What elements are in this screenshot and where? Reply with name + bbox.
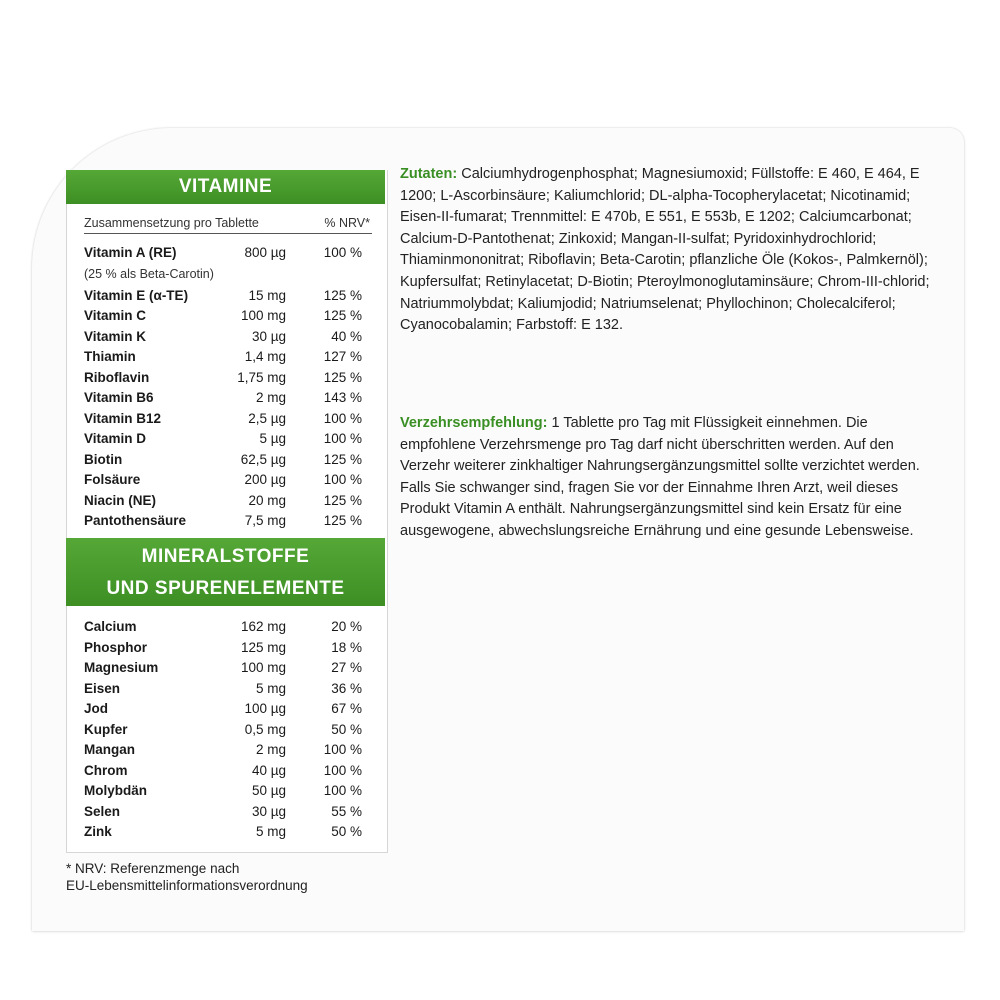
nutrient-amount: 30 µg <box>251 803 286 819</box>
nutrient-nrv: 125 % <box>323 369 362 385</box>
nutrient-name: Kupfer <box>84 721 128 737</box>
nutrient-nrv: 100 % <box>323 410 362 426</box>
nutrient-amount: 5 mg <box>255 824 286 839</box>
footnote-line2: EU-Lebensmittelinformationsverordnung <box>66 878 308 893</box>
table-row <box>84 679 374 700</box>
ingredients-paragraph <box>400 164 930 337</box>
vitamin-a-note-text: (25 % als Beta-Carotin) <box>84 266 214 281</box>
nutrient-nrv: 50 % <box>331 721 362 737</box>
ingredients-label: Zutaten: <box>400 166 458 182</box>
nutrient-name: Eisen <box>84 680 121 696</box>
table-row <box>84 658 374 679</box>
nutrient-amount: 15 mg <box>248 287 286 303</box>
vitamin-rows <box>84 243 374 532</box>
nutrient-amount: 5 µg <box>259 431 286 446</box>
table-row <box>84 491 374 512</box>
nutrient-nrv: 125 % <box>323 492 362 508</box>
nutrient-name: Vitamin B12 <box>84 410 162 426</box>
nutrient-name: Mangan <box>84 742 136 757</box>
footnote-line1: * NRV: Referenzmenge nach <box>66 861 240 876</box>
nutrient-nrv: 125 % <box>323 451 362 467</box>
table-row <box>84 388 374 409</box>
nutrient-nrv: 40 % <box>331 328 362 344</box>
nutrient-nrv: 67 % <box>331 701 362 716</box>
nutrient-amount: 7,5 mg <box>244 513 286 528</box>
table-row <box>84 450 374 471</box>
table-row <box>84 286 374 307</box>
dosage-text: 1 Tablette pro Tag mit Flüssigkeit einnehmen. Die empfohlene Verzehrsmenge pro Tag darf nicht überschritten werden. Auf den Verzehr weiterer zinkhaltiger Nahrungsergänzungsmittel sollte verzichtet werden. Falls Sie schwanger sind, fragen Sie vor der Einnahme Ihren Arzt, weil dieses Produkt Vitamin A enthält. Nahrungsergänzungsmittel sind kein Ersatz für eine ausgewogene, abwechslungsreiche Ernährung und eine gesunde Lebensweise. <box>400 415 920 539</box>
nutrient-amount: 2 mg <box>255 742 286 757</box>
mineralstoffe-heading <box>66 538 385 606</box>
ingredients-text: Calciumhydrogenphosphat; Magnesiumoxid; Füllstoffe: E 460, E 464, E 1200; L-Ascorbinsäure; Kaliumchlorid; DL-alpha-Tocopherylacetat; Nicotinamid; Eisen-II-fumarat; Trennmittel: E 470b, E 551, E 553b, E 1202; Calciumcarbonat; Calcium-D-Pantothenat; Zinkoxid; Mangan-II-sulfat; Pyridoxinhydrochlorid; Thiaminmononitrat; Riboflavin; Beta-Carotin; pflanzliche Öle (Kokos-, Palmkernöl); Kupfersulfat; Retinylacetat; D-Biotin; Pteroylmonoglutaminsäure; Chrom-III-chlorid; Natriummolybdat; Kaliumjodid; Natriumselenat; Phyllochinon; Cholecalciferol; Cyanocobalamin; Farbstoff: E 132. <box>400 166 930 334</box>
nutrient-amount: 200 µg <box>244 472 286 487</box>
nutrient-amount: 50 µg <box>251 783 286 798</box>
table-header <box>84 216 372 234</box>
nutrient-name: Biotin <box>84 451 123 467</box>
nutrient-amount: 125 mg <box>240 639 286 655</box>
table-row <box>84 761 374 782</box>
nutrient-name: Riboflavin <box>84 369 150 385</box>
nutrient-amount: 20 mg <box>248 492 286 508</box>
nutrient-name: Chrom <box>84 762 128 778</box>
nutrient-name: Phosphor <box>84 639 147 655</box>
nutrient-nrv: 127 % <box>323 349 362 364</box>
nutrient-amount: 5 mg <box>255 680 286 696</box>
nutrient-name: Folsäure <box>84 472 141 487</box>
nutrient-nrv: 20 % <box>331 619 362 634</box>
nutrient-nrv: 50 % <box>331 824 362 839</box>
nutrient-name: Molybdän <box>84 783 147 798</box>
nutrient-nrv: 143 % <box>323 390 362 405</box>
nutrient-name: Vitamin A (RE) <box>84 245 177 260</box>
nutrient-nrv: 100 % <box>323 431 362 446</box>
table-row <box>84 470 374 491</box>
nutrient-name: Zink <box>84 824 112 839</box>
nutrient-amount: 800 µg <box>244 245 286 260</box>
nutrient-name: Vitamin B6 <box>84 390 154 405</box>
nutrient-amount: 2 mg <box>255 390 286 405</box>
vitamine-heading: VITAMINE <box>66 170 385 204</box>
dosage-paragraph <box>400 413 930 543</box>
table-row <box>84 740 374 761</box>
header-nrv: % NRV* <box>324 216 370 230</box>
nutrient-nrv: 36 % <box>331 680 362 696</box>
table-row <box>84 802 374 823</box>
nutrient-name: Vitamin E (α-TE) <box>84 287 189 303</box>
table-row <box>84 368 374 389</box>
table-row <box>84 822 374 843</box>
table-row <box>84 781 374 802</box>
nutrient-amount: 100 µg <box>244 701 286 716</box>
nutrient-amount: 40 µg <box>251 762 286 778</box>
nutrient-nrv: 125 % <box>323 513 362 528</box>
nutrient-nrv: 125 % <box>323 308 362 323</box>
nutrient-nrv: 100 % <box>323 783 362 798</box>
nutrient-name: Vitamin D <box>84 431 147 446</box>
nutrient-nrv: 18 % <box>331 639 362 655</box>
nutrient-name: Calcium <box>84 619 137 634</box>
nutrient-amount: 2,5 µg <box>248 410 286 426</box>
nutrient-amount: 162 mg <box>240 619 286 634</box>
dosage-label: Verzehrsempfehlung: <box>400 415 548 431</box>
table-row <box>84 347 374 368</box>
mineralstoffe-heading-line1: MINERALSTOFFE <box>141 546 310 567</box>
table-row <box>84 409 374 430</box>
nutrient-nrv: 100 % <box>323 742 362 757</box>
nutrient-name: Selen <box>84 803 121 819</box>
nutrient-nrv: 27 % <box>331 660 362 675</box>
nutrient-name: Vitamin C <box>84 308 147 323</box>
mineral-rows <box>84 617 374 843</box>
table-row <box>84 638 374 659</box>
nutrient-name: Magnesium <box>84 660 159 675</box>
nutrient-nrv: 100 % <box>323 472 362 487</box>
table-row <box>84 429 374 450</box>
nutrient-name: Pantothensäure <box>84 513 187 528</box>
table-row <box>84 243 374 264</box>
nutrient-nrv: 100 % <box>323 245 362 260</box>
table-row <box>84 327 374 348</box>
nutrient-amount: 30 µg <box>251 328 286 344</box>
nutrient-nrv: 55 % <box>331 803 362 819</box>
nutrient-amount: 1,75 mg <box>237 369 286 385</box>
mineralstoffe-heading-line2: UND SPURENELEMENTE <box>106 578 345 599</box>
nutrient-name: Niacin (NE) <box>84 492 157 508</box>
nutrient-amount: 1,4 mg <box>244 349 286 364</box>
nutrient-nrv: 100 % <box>323 762 362 778</box>
nrv-footnote <box>66 860 308 894</box>
nutrient-amount: 62,5 µg <box>240 451 286 467</box>
nutrient-amount: 100 mg <box>240 660 286 675</box>
nutrient-nrv: 125 % <box>323 287 362 303</box>
table-row <box>84 720 374 741</box>
table-row <box>84 306 374 327</box>
table-row <box>84 699 374 720</box>
nutrient-name: Vitamin K <box>84 328 147 344</box>
header-composition: Zusammensetzung pro Tablette <box>84 216 259 230</box>
table-row <box>84 511 374 532</box>
nutrient-name: Jod <box>84 701 109 716</box>
nutrient-amount: 100 mg <box>240 308 286 323</box>
nutrient-amount: 0,5 mg <box>244 721 286 737</box>
table-row <box>84 617 374 638</box>
nutrient-name: Thiamin <box>84 349 136 364</box>
vitamin-a-note <box>84 264 374 286</box>
